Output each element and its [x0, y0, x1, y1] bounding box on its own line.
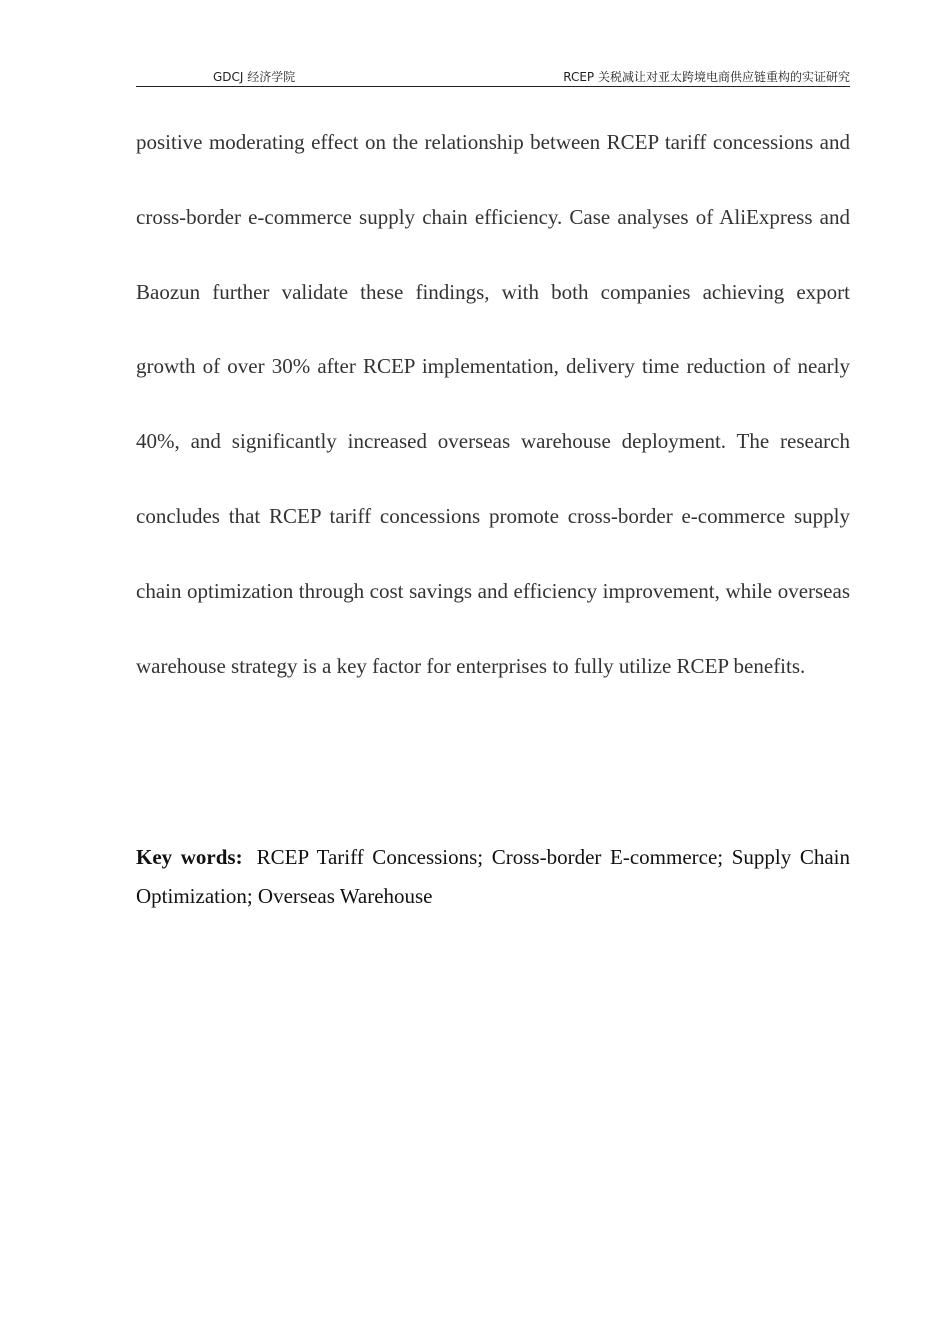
abstract-paragraph: positive moderating effect on the relationship between RCEP tariff concessions and cross-border e-commerce supply chain efficiency. Case analyses of AliExpress and Baozun further validate these findings, with both companies achieving export growth of over 30% after RCEP implementation, delivery time reduction of nearly 40%, and significantly increased overseas warehouse deployment. The research concludes that RCEP tariff concessions promote cross-border e-commerce supply chain optimization through cost savings and efficiency improvement, while overseas warehouse strategy is a key factor for enterprises to fully utilize RCEP benefits.	[136, 130, 850, 678]
keywords-section	[136, 838, 850, 916]
header-institution: GDCJ 经济学院	[213, 70, 296, 84]
keywords-list: RCEP Tariff Concessions; Cross-border E-commerce; Supply Chain Optimization; Overseas Warehouse	[136, 845, 850, 908]
header-paper-title: RCEP 关税减让对亚太跨境电商供应链重构的实证研究	[563, 70, 850, 84]
running-header	[136, 66, 850, 87]
keywords-label: Key words:	[136, 845, 243, 869]
